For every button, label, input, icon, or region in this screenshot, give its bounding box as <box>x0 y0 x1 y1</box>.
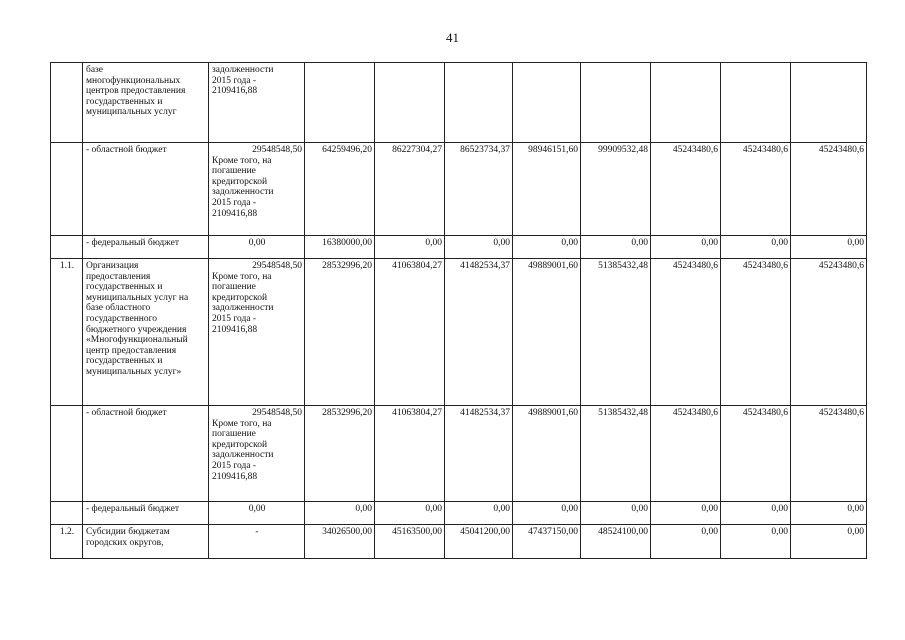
table-row <box>51 525 867 559</box>
cell-value: 98946151,60 <box>513 143 581 236</box>
cell-value <box>581 63 651 143</box>
cell-value: 49889001,60 <box>513 406 581 502</box>
row-index <box>51 502 83 525</box>
cell-value <box>721 63 791 143</box>
budget-table <box>50 62 867 559</box>
cell-value: 45243480,6 <box>791 259 867 406</box>
row-index <box>51 63 83 143</box>
cell-value <box>513 63 581 143</box>
cell-value: 45243480,6 <box>651 259 721 406</box>
cell-value: 45243480,6 <box>721 406 791 502</box>
table-row <box>51 63 867 143</box>
cell-value: 28532996,20 <box>305 259 375 406</box>
cell-value: 86523734,37 <box>445 143 513 236</box>
table-row <box>51 143 867 236</box>
row-source: 29548548,50 Кроме того, на погашение кредиторской задолженности 2015 года - 2109416,88 <box>209 406 305 502</box>
cell-value: 0,00 <box>791 236 867 259</box>
cell-value: 0,00 <box>513 236 581 259</box>
cell-value: 86227304,27 <box>375 143 445 236</box>
cell-value: 0,00 <box>791 502 867 525</box>
cell-value <box>375 63 445 143</box>
cell-value: 45243480,6 <box>651 406 721 502</box>
cell-value: 41482534,37 <box>445 259 513 406</box>
cell-value: 0,00 <box>721 525 791 559</box>
row-source: 0,00 <box>209 502 305 525</box>
cell-value <box>651 63 721 143</box>
table-row <box>51 502 867 525</box>
row-description: Организация предоставления государственных и муниципальных услуг на базе областного государственного бюджетного учреждения «Многофункциональный центр предоставления государственных и муниципальных услуг» <box>83 259 209 406</box>
cell-value: 99909532,48 <box>581 143 651 236</box>
table-row <box>51 406 867 502</box>
cell-value <box>791 63 867 143</box>
cell-value: 0,00 <box>651 525 721 559</box>
cell-value: 0,00 <box>721 502 791 525</box>
row-source: 29548548,50 Кроме того, на погашение кредиторской задолженности 2015 года - 2109416,88 <box>209 259 305 406</box>
cell-value <box>305 63 375 143</box>
row-source: 29548548,50 Кроме того, на погашение кредиторской задолженности 2015 года - 2109416,88 <box>209 143 305 236</box>
row-index: 1.1. <box>51 259 83 406</box>
row-description: - федеральный бюджет <box>83 502 209 525</box>
cell-value: 0,00 <box>651 236 721 259</box>
row-source: 0,00 <box>209 236 305 259</box>
cell-value: 0,00 <box>445 236 513 259</box>
cell-value: 34026500,00 <box>305 525 375 559</box>
cell-value: 41482534,37 <box>445 406 513 502</box>
cell-value: 45243480,6 <box>791 406 867 502</box>
cell-value: 0,00 <box>375 236 445 259</box>
table-row <box>51 236 867 259</box>
cell-value: 49889001,60 <box>513 259 581 406</box>
cell-value: 0,00 <box>651 502 721 525</box>
row-source: - <box>209 525 305 559</box>
cell-value: 41063804,27 <box>375 406 445 502</box>
row-index <box>51 143 83 236</box>
cell-value: 45243480,6 <box>721 143 791 236</box>
page-number: 41 <box>446 30 459 45</box>
cell-value: 45243480,6 <box>651 143 721 236</box>
cell-value: 0,00 <box>581 502 651 525</box>
row-description: - областной бюджет <box>83 406 209 502</box>
row-description: - областной бюджет <box>83 143 209 236</box>
row-description: Субсидии бюджетам городских округов, <box>83 525 209 559</box>
cell-value: 0,00 <box>791 525 867 559</box>
cell-value: 28532996,20 <box>305 406 375 502</box>
cell-value: 0,00 <box>721 236 791 259</box>
cell-value: 0,00 <box>445 502 513 525</box>
cell-value: 45041200,00 <box>445 525 513 559</box>
row-index: 1.2. <box>51 525 83 559</box>
cell-value <box>445 63 513 143</box>
cell-value: 51385432,48 <box>581 406 651 502</box>
cell-value: 0,00 <box>305 502 375 525</box>
cell-value: 0,00 <box>581 236 651 259</box>
row-description: базе многофункциональных центров предоставления государственных и муниципальных услуг <box>83 63 209 143</box>
cell-value: 0,00 <box>375 502 445 525</box>
table-row <box>51 259 867 406</box>
row-index <box>51 236 83 259</box>
cell-value: 16380000,00 <box>305 236 375 259</box>
cell-value: 45243480,6 <box>721 259 791 406</box>
cell-value: 51385432,48 <box>581 259 651 406</box>
cell-value: 45163500,00 <box>375 525 445 559</box>
cell-value: 48524100,00 <box>581 525 651 559</box>
cell-value: 0,00 <box>513 502 581 525</box>
cell-value: 64259496,20 <box>305 143 375 236</box>
cell-value: 47437150,00 <box>513 525 581 559</box>
cell-value: 41063804,27 <box>375 259 445 406</box>
row-index <box>51 406 83 502</box>
row-description: - федеральный бюджет <box>83 236 209 259</box>
cell-value: 45243480,6 <box>791 143 867 236</box>
row-source: задолженности 2015 года - 2109416,88 <box>209 63 305 143</box>
